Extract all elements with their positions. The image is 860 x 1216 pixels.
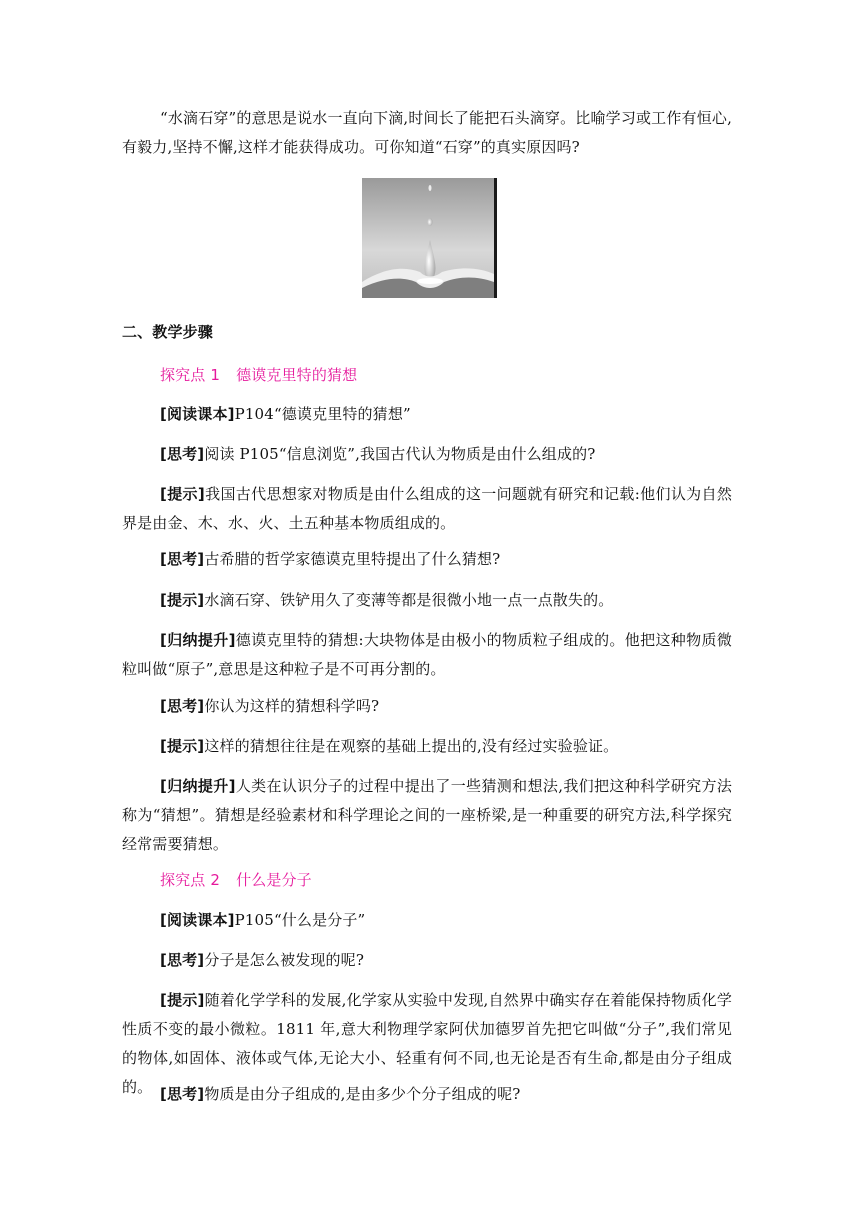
paragraph-text: 阅读 P105“信息浏览”,我国古代认为物质是由什么组成的? [204, 445, 596, 463]
section-heading: 二、教学步骤 [122, 323, 213, 341]
water-drop-stone-image [362, 178, 497, 298]
point1-title: 德谟克里特的猜想 [236, 366, 358, 384]
paragraph [122, 772, 732, 859]
intro-paragraph: “水滴石穿”的意思是说水一直向下滴,时间长了能把石头滴穿。比喻学习或工作有恒心,有毅力,坚持不懈,这样才能获得成功。可你知道“石穿”的真实原因吗? [122, 109, 732, 156]
point2-heading [122, 866, 732, 895]
point1-heading [122, 361, 732, 390]
paragraph [122, 586, 732, 615]
paragraph-tag: [提示] [160, 737, 205, 755]
paragraph-text: 这样的猜想往往是在观察的基础上提出的,没有经过实验验证。 [204, 737, 619, 755]
paragraph-tag: [提示] [160, 591, 205, 609]
paragraph-text: 人类在认识分子的过程中提出了一些猜测和想法,我们把这种科学研究方法称为“猜想”。猜想是经验素材和科学理论之间的一座桥梁,是一种重要的研究方法,科学探究经常需要猜想。 [122, 777, 732, 853]
point1-label: 探究点 1 [160, 366, 221, 384]
paragraph-text: P104“德谟克里特的猜想” [234, 405, 411, 423]
point2-label: 探究点 2 [160, 871, 221, 889]
paragraph-tag: [思考] [160, 445, 205, 463]
paragraph-text: 随着化学学科的发展,化学家从实验中发现,自然界中确实存在着能保持物质化学性质不变的最小微粒。1811 年,意大利物理学家阿伏加德罗首先把它叫做“分子”,我们常见的物体,如固体、液体或气体,无论大小、轻重有何不同,也无论是否有生命,都是由分子组成的。 [122, 991, 732, 1096]
paragraph-tag: [归纳提升] [160, 631, 236, 649]
paragraph [122, 906, 732, 935]
paragraph [122, 545, 732, 574]
paragraph [122, 732, 732, 761]
paragraph-tag: [阅读课本] [160, 911, 235, 929]
paragraph-tag: [思考] [160, 951, 205, 969]
paragraph-tag: [提示] [160, 485, 205, 503]
paragraph-tag: [思考] [160, 550, 205, 568]
paragraph [122, 1080, 732, 1109]
paragraph [122, 480, 732, 538]
paragraph-text: 古希腊的哲学家德谟克里特提出了什么猜想? [204, 550, 501, 568]
paragraph-tag: [提示] [160, 991, 205, 1009]
point2-title: 什么是分子 [236, 871, 312, 889]
paragraph-text: 分子是怎么被发现的呢? [204, 951, 365, 969]
paragraph [122, 626, 732, 684]
paragraph-text: 你认为这样的猜想科学吗? [204, 697, 380, 715]
paragraph [122, 692, 732, 721]
paragraph-tag: [归纳提升] [160, 777, 236, 795]
paragraph-text: 我国古代思想家对物质是由什么组成的这一问题就有研究和记载:他们认为自然界是由金、木、水、火、土五种基本物质组成的。 [122, 485, 733, 532]
paragraph [122, 946, 732, 975]
paragraph-tag: [思考] [160, 697, 205, 715]
paragraph [122, 400, 732, 429]
paragraph-tag: [思考] [160, 1085, 205, 1103]
paragraph-text: 物质是由分子组成的,是由多少个分子组成的呢? [204, 1085, 521, 1103]
paragraph-text: P105“什么是分子” [234, 911, 366, 929]
paragraph [122, 440, 732, 469]
paragraph-text: 水滴石穿、铁铲用久了变薄等都是很微小地一点一点散失的。 [204, 591, 614, 609]
paragraph-text: 德谟克里特的猜想:大块物体是由极小的物质粒子组成的。他把这种物质微粒叫做“原子”,意思是这种粒子是不可再分割的。 [122, 631, 732, 678]
paragraph-tag: [阅读课本] [160, 405, 235, 423]
